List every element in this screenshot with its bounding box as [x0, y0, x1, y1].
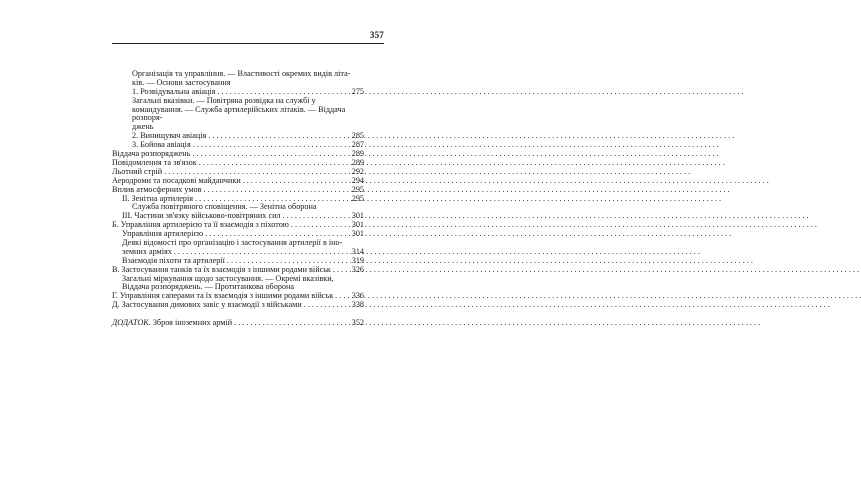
- toc-entry: ків. — Основи застосування: [132, 77, 231, 87]
- appendix-title: Зброя іноземних армій: [152, 318, 233, 328]
- toc-entry: Вплив атмосферних умов . . . 295: [112, 186, 364, 195]
- leader-dots: [234, 319, 350, 328]
- toc-entry: Віддача розпоряджень. — Протитанкова оборона: [122, 282, 295, 292]
- table-of-contents: [112, 70, 364, 328]
- toc-entry: Організація та управління. — Властивості окремих видів літа-: [132, 69, 351, 78]
- toc-entry: Г. Управління саперами та їх взаємодія з іншими родами військ . . . 336: [112, 292, 364, 301]
- toc-entry: Загальні вказівки. — Повітряна розвідка на службі у командування. — Служба артилерійських літаків. — Віддача розпоря-: [132, 95, 346, 123]
- toc-entry: Д. Застосування димових завіс у взаємодії з військами . . . 338: [112, 301, 364, 310]
- page-number: 357: [369, 30, 384, 40]
- toc-entry: Служба повітряного сповіщення. — Зенітна оборона: [132, 202, 317, 212]
- toc-appendix: [112, 319, 364, 328]
- toc-entry: джень: [132, 122, 154, 132]
- toc-entry: 3. Бойова авіація . . . 287: [112, 141, 364, 150]
- toc-entry: В. Застосування танків та їх взаємодія з іншими родами військ . . . 326: [112, 266, 364, 275]
- toc-entry: Управління артилерією . . . 301: [112, 230, 364, 239]
- header-rule: [112, 43, 384, 44]
- toc-entry: Загальні міркування щодо застосування. — Окремі вказівки,: [122, 273, 334, 283]
- toc-entry: Взаємодія піхоти та артилерії . . . 319: [112, 257, 364, 266]
- toc-entry: Повідомлення та зв'язок . . . 289: [112, 159, 364, 168]
- toc-entry: земних арміях . . . 314: [112, 248, 364, 257]
- toc-entry: III. Частини зв'язку військово-повітряних сил . . . 301: [112, 212, 364, 221]
- toc-entry: Льотний стрій . . . 292: [112, 168, 364, 177]
- toc-entry: Б. Управління артилерією та її взаємодія з піхотою . . . 301: [112, 221, 364, 230]
- leader-dots: [304, 301, 350, 310]
- toc-entry: II. Зенітна артилерія . . . 295: [112, 195, 364, 204]
- appendix-label: ДОДАТОК.: [112, 318, 151, 328]
- toc-entry: 1. Розвідувальна авіація . . . 275: [112, 88, 364, 97]
- toc-entry: Деякі відомості про організацію і застосування артилерії в іно-: [122, 237, 343, 247]
- toc-entry: Віддача розпоряджень . . . 289: [112, 150, 364, 159]
- toc-entry: Аеродроми та посадкові майданчики . . . 294: [112, 177, 364, 186]
- toc-entry: 2. Винищувач авіація . . . 285: [112, 132, 364, 141]
- leader-dots: [333, 266, 350, 275]
- appendix-page: 352: [351, 318, 364, 328]
